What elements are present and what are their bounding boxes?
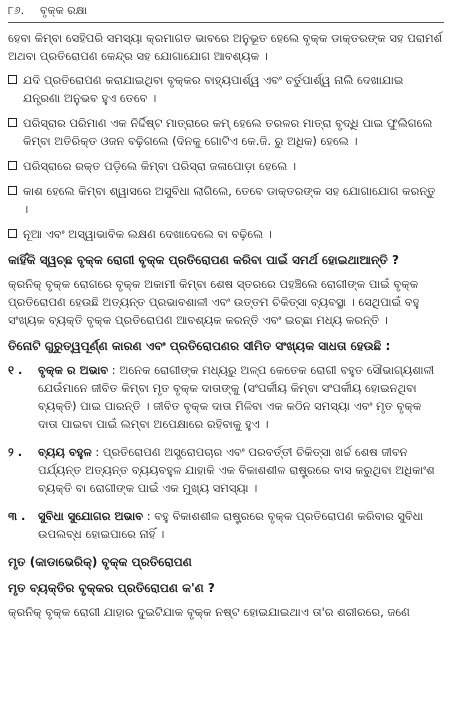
reason-item xyxy=(8,361,444,433)
reason-number: ୩ . xyxy=(8,509,26,523)
body-paragraph: କ୍ରନିକ୍ ବୃକ୍କ ରୋଗରେ ବୃକ୍କ ଅକାମୀ କିମ୍ବା ଶେଷ ସ୍ତରରେ ପହଞ୍ଚିଲେ ରୋଗୀଙ୍କ ପାଇଁ ବୃକ୍କ ପ୍ରତିରୋପଣ ହେଉଛି ଅତ୍ୟନ୍ତ ପ୍ରଭାବଶାଳୀ ଏବଂ ଉତ୍ତମ ଚିକିତ୍ସା ବ୍ୟବସ୍ଥା । ସେଥିପାଇଁ ବହୁ ସଂଖ୍ୟକ ବ୍ୟକ୍ତି ବୃକ୍କ ପ୍ରତିରୋପଣ ଆବଶ୍ୟକ କରନ୍ତି ଏବଂ ଇଚ୍ଛା ମଧ୍ୟ କରନ୍ତି । xyxy=(8,277,420,327)
reason-title: ବୃକ୍କ ର ଅଭାବ xyxy=(38,363,109,377)
checkbox-icon xyxy=(8,186,17,195)
page-header xyxy=(8,0,444,23)
checklist-item-text: କାଶ ହେଲେ କିମ୍ବା ଶ୍ୱାସରେ ଅସୁବିଧା ଲାଗିଲେ, ତେବେ ଡାକ୍ତରଙ୍କ ସହ ଯୋଗାଯୋଗ କରନ୍ତୁ । xyxy=(23,184,436,216)
body-paragraph: କ୍ରନିକ୍ ବୃକ୍କ ରୋଗୀ ଯାହାର ଦୁଇଟିଯାକ ବୃକ୍କ ନଷ୍ଟ ହୋଇଯାଇଥାଏ ତା'ର ଶରୀରରେ, ଜଣେ xyxy=(8,605,410,619)
reason-item xyxy=(8,443,444,497)
checklist xyxy=(8,71,444,243)
section-heading: କାହିଁକି ସ୍ୱଚ୍ଛ ବୃକ୍କ ରୋଗୀ ବୃକ୍କ ପ୍ରତିରୋପଣ କରିବା ପାଇଁ ସମର୍ଥ ହୋଇଥାଆନ୍ତି ? xyxy=(8,253,399,267)
reason-text: : ଅନେକ ରୋଗୀଙ୍କ ମଧ୍ୟରୁ ଅଳ୍ପ କେତେକ ରୋଗୀ ବହୁତ ସୌଭାଗ୍ୟଶାଳୀ ଯେଉଁମାନେ ଜୀବିତ କିମ୍ବା ମୃତ ବୃକ୍କ ଦାତାଙ୍କୁ (ସଂପର୍କୀୟ କିମ୍ବା ସଂପର୍କୀୟ ହୋଇନଥିବା ବ୍ୟକ୍ତି) ପାଇ ପାରନ୍ତି । ଜୀବିତ ବୃକ୍କ ଦାତା ମିଳିବା ଏକ କଠିନ ସମସ୍ୟା ଏବଂ ମୃତ ବୃକ୍କ ଦାତା ପାଇବା ପାଇଁ ଲମ୍ବା ଅପେକ୍ଷାରେ ରହିବାକୁ ହୁଏ । xyxy=(38,363,435,431)
checkbox-icon xyxy=(8,75,17,84)
checklist-item-text: ଯଦି ପ୍ରତିରୋପଣ କରାଯାଇଥିବା ବୃକ୍କର ବାହ୍ୟପାର୍ଶ୍ୱ ଏବଂ ଚର୍ତୁପାର୍ଶ୍ୱ ନାଲି ଦେଖାଯାଇ ଯନ୍ତ୍ରଣା ଅନୁଭବ ହୁଏ ତେବେ । xyxy=(23,73,404,105)
reason-item xyxy=(8,507,444,543)
checklist-item xyxy=(8,71,444,107)
checklist-item xyxy=(8,114,444,150)
checklist-item xyxy=(8,157,444,175)
checklist-item xyxy=(8,182,444,218)
reason-text: : ବହୁ ବିକାଶଶୀଳ ରାଷ୍ଟ୍ରରେ ବୃକ୍କ ପ୍ରତିରୋପଣ କରିବାର ସୁବିଧା ଉପଲବ୍ଧ ହୋଇପାରେ ନାହିଁ । xyxy=(38,509,424,541)
reason-text: : ପ୍ରତିରୋପଣ ଅସ୍ତ୍ରୋପଚାର ଏବଂ ପରବର୍ତ୍ତୀ ଚିକିତ୍ସା ଖର୍ଚ୍ଚ ଶେଷ ଜୀବନ ପର୍ଯ୍ୟନ୍ତ ଅତ୍ୟନ୍ତ ବ୍ୟୟବହୁଳ ଯାହାକି ଏକ ବିକାଶଶୀଳ ରାଷ୍ଟ୍ରରେ ବାସ କରୁଥିବା ଅଧିକାଂଶ ବ୍ୟକ୍ତି ବା ରୋଗୀଙ୍କ ପାଇଁ ଏକ ମୁଖ୍ୟ ସମସ୍ୟା । xyxy=(38,445,435,495)
section-heading: ମୃତ (କାଡାଭେରିକ୍) ବୃକ୍କ ପ୍ରତିରୋପଣ xyxy=(8,555,192,569)
checklist-item-text: ପରିସ୍ରାର ପରିମାଣ ଏକ ନିର୍ଦ୍ଦିଷ୍ଟ ମାତ୍ରାରେ କମ୍ ହେଲେ ତରଳର ମାତ୍ରା ବୃଦ୍ଧି ପାଇ ଫୁଲିଗଲେ କିମ୍ବା ଅତିରିକ୍ତ ଓଜନ ବଢ଼ିଗଲେ (ଦିନକୁ ଗୋଟିଏ କେ.ଜି. ରୁ ଅଧିକ) ହେଲେ । xyxy=(23,116,433,148)
running-title: ବୃକ୍କ ରକ୍ଷା xyxy=(40,4,87,17)
checkbox-icon xyxy=(8,161,17,170)
reason-body xyxy=(38,443,444,497)
reason-body xyxy=(38,507,444,543)
checkbox-icon xyxy=(8,118,17,127)
checklist-item xyxy=(8,225,444,243)
checkbox-icon xyxy=(8,229,17,238)
section-heading: ତିନୋଟି ଗୁରୁତ୍ୱପୂର୍ଣ୍ଣ କାରଣ ଏବଂ ପ୍ରତିରୋପଣର ସୀମିତ ସଂଖ୍ୟକ ସାଧତା ହେଉଛି : xyxy=(8,339,391,353)
intro-paragraph: ହେବା କିମ୍ବା ସେହିପରି ସମସ୍ୟା କ୍ରମାଗତ ଭାବରେ ଅନୁଭୂତ ହେଲେ ବୃକ୍କ ଡାକ୍ତରଙ୍କ ସହ ପରାମର୍ଶ ଅଥବା ପ୍ରତିରୋପଣ କେନ୍ଦ୍ର ସହ ଯୋଗାଯୋଗ ଆବଶ୍ୟକ । xyxy=(8,31,443,63)
reason-number: ୨ . xyxy=(8,445,23,459)
reason-title: ସୁବିଧା ସୁଯୋଗର ଅଭାବ xyxy=(38,509,144,523)
checklist-item-text: ପରିସ୍ରାରେ ରକ୍ତ ପଡ଼ିଲେ କିମ୍ବା ପରିସ୍ରା ଜଳାପୋଡ଼ା ହେଲେ । xyxy=(23,159,297,173)
sub-heading: ମୃତ ବ୍ୟକ୍ତିର ବୃକ୍କର ପ୍ରତିରୋପଣ କ'ଣ ? xyxy=(8,581,215,595)
page-number: ୮୬. xyxy=(8,4,25,17)
reason-number: ୧ . xyxy=(8,363,23,377)
reason-body xyxy=(38,361,444,433)
checklist-item-text: ନୂଆ ଏବଂ ଅସ୍ୱାଭାବିକ ଲକ୍ଷଣ ଦେଖାଦେଲେ ବା ବଢ଼ିଲେ । xyxy=(23,227,272,241)
reasons-list xyxy=(8,361,444,543)
reason-title: ବ୍ୟୟ ବହୁଳ xyxy=(38,445,92,459)
page xyxy=(8,0,444,621)
